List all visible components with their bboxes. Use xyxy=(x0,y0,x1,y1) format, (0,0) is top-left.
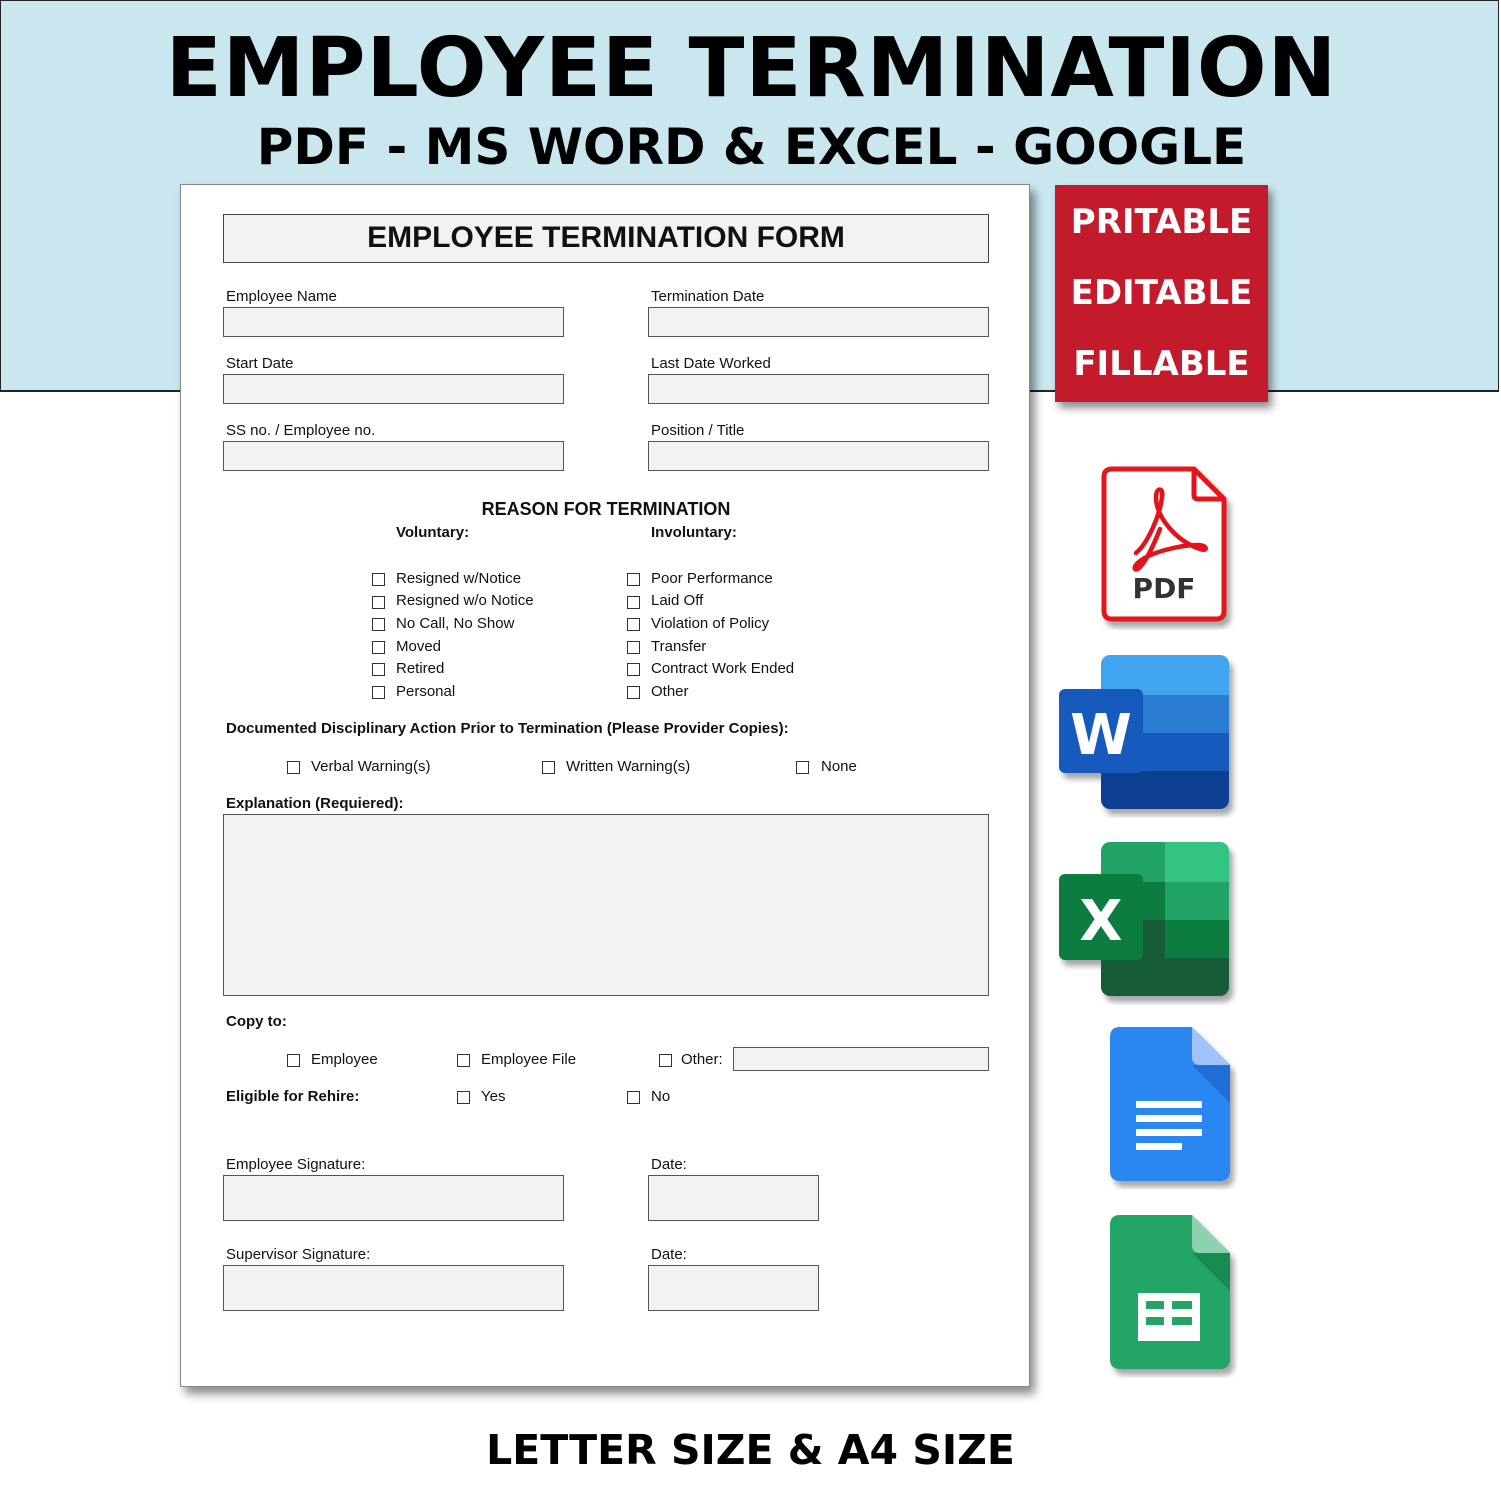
voluntary-option: No Call, No Show xyxy=(396,615,515,632)
involuntary-option: Other xyxy=(651,683,689,700)
position-title-label: Position / Title xyxy=(651,422,745,439)
badge-editable: EDITABLE xyxy=(1070,273,1253,313)
google-docs-icon xyxy=(1108,1025,1238,1190)
involuntary-checkbox[interactable] xyxy=(627,596,640,609)
involuntary-label: Involuntary: xyxy=(651,524,737,541)
rehire-yes-label: Yes xyxy=(481,1088,506,1105)
copy-other-field[interactable] xyxy=(733,1047,989,1071)
explanation-textarea[interactable] xyxy=(223,814,989,996)
badge-fillable: FILLABLE xyxy=(1073,344,1250,384)
pdf-icon-label: PDF xyxy=(1132,572,1196,605)
word-icon xyxy=(1055,653,1240,818)
rehire-no-checkbox[interactable] xyxy=(627,1091,640,1104)
supervisor-signature-field[interactable] xyxy=(223,1265,564,1311)
involuntary-checkbox[interactable] xyxy=(627,618,640,631)
word-icon-letter: W xyxy=(1070,703,1132,768)
involuntary-checkbox[interactable] xyxy=(627,686,640,699)
header-title: EMPLOYEE TERMINATION xyxy=(165,21,1338,116)
employee-name-field[interactable] xyxy=(223,307,564,337)
termination-date-field[interactable] xyxy=(648,307,989,337)
rehire-no-label: No xyxy=(651,1088,671,1105)
voluntary-checkbox[interactable] xyxy=(372,663,385,676)
form-page xyxy=(180,184,1030,1387)
supervisor-signature-label: Supervisor Signature: xyxy=(226,1246,371,1263)
last-date-worked-field[interactable] xyxy=(648,374,989,404)
position-title-field[interactable] xyxy=(648,441,989,471)
last-date-worked-label: Last Date Worked xyxy=(651,355,771,372)
voluntary-checkbox[interactable] xyxy=(372,618,385,631)
involuntary-checkbox[interactable] xyxy=(627,663,640,676)
google-sheets-icon xyxy=(1108,1213,1238,1378)
supervisor-date-label: Date: xyxy=(651,1246,687,1263)
explanation-label: Explanation (Requiered): xyxy=(226,795,404,812)
supervisor-date-field[interactable] xyxy=(648,1265,819,1311)
employee-name-label: Employee Name xyxy=(226,288,337,305)
voluntary-label: Voluntary: xyxy=(396,524,470,541)
copy-other-checkbox[interactable] xyxy=(659,1054,672,1067)
voluntary-option: Personal xyxy=(396,683,456,700)
voluntary-option: Retired xyxy=(396,660,445,677)
voluntary-checkbox[interactable] xyxy=(372,573,385,586)
involuntary-checkbox[interactable] xyxy=(627,641,640,654)
verbal-warning-checkbox[interactable] xyxy=(287,761,300,774)
ss-no-field[interactable] xyxy=(223,441,564,471)
disciplinary-label: Documented Disciplinary Action Prior to Termination (Please Provider Copies): xyxy=(226,720,789,737)
badge-printable: PRITABLE xyxy=(1070,202,1253,242)
employee-signature-field[interactable] xyxy=(223,1175,564,1221)
termination-date-label: Termination Date xyxy=(651,288,765,305)
voluntary-option: Resigned w/o Notice xyxy=(396,592,534,609)
copy-other-label: Other: xyxy=(681,1051,723,1068)
ss-no-label: SS no. / Employee no. xyxy=(226,422,376,439)
employee-date-field[interactable] xyxy=(648,1175,819,1221)
rehire-yes-checkbox[interactable] xyxy=(457,1091,470,1104)
footer-size-note: LETTER SIZE & A4 SIZE xyxy=(486,1426,1015,1474)
copy-employee-label: Employee xyxy=(311,1051,378,1068)
involuntary-option: Contract Work Ended xyxy=(651,660,795,677)
form-title: EMPLOYEE TERMINATION FORM xyxy=(223,214,989,263)
written-warning-label: Written Warning(s) xyxy=(566,758,691,775)
pdf-icon xyxy=(1098,465,1238,630)
involuntary-option: Laid Off xyxy=(651,592,704,609)
involuntary-option: Transfer xyxy=(651,638,707,655)
excel-icon-letter: X xyxy=(1079,889,1123,954)
voluntary-option: Resigned w/Notice xyxy=(396,570,522,587)
start-date-field[interactable] xyxy=(223,374,564,404)
voluntary-checkbox[interactable] xyxy=(372,641,385,654)
start-date-label: Start Date xyxy=(226,355,294,372)
voluntary-option: Moved xyxy=(396,638,442,655)
copy-employee-file-label: Employee File xyxy=(481,1051,577,1068)
excel-icon xyxy=(1055,840,1240,1005)
none-checkbox[interactable] xyxy=(796,761,809,774)
reason-heading: REASON FOR TERMINATION xyxy=(481,499,731,519)
rehire-label: Eligible for Rehire: xyxy=(226,1088,360,1105)
written-warning-checkbox[interactable] xyxy=(542,761,555,774)
employee-signature-label: Employee Signature: xyxy=(226,1156,366,1173)
voluntary-checkbox[interactable] xyxy=(372,686,385,699)
header-subtitle: PDF - MS WORD & EXCEL - GOOGLE xyxy=(256,118,1247,176)
feature-badge xyxy=(1055,185,1268,402)
voluntary-checkbox[interactable] xyxy=(372,596,385,609)
employee-date-label: Date: xyxy=(651,1156,687,1173)
none-label: None xyxy=(821,758,857,775)
involuntary-option: Violation of Policy xyxy=(651,615,770,632)
verbal-warning-label: Verbal Warning(s) xyxy=(311,758,431,775)
copy-employee-file-checkbox[interactable] xyxy=(457,1054,470,1067)
copy-employee-checkbox[interactable] xyxy=(287,1054,300,1067)
involuntary-checkbox[interactable] xyxy=(627,573,640,586)
involuntary-option: Poor Performance xyxy=(651,570,773,587)
copy-to-label: Copy to: xyxy=(226,1013,287,1030)
